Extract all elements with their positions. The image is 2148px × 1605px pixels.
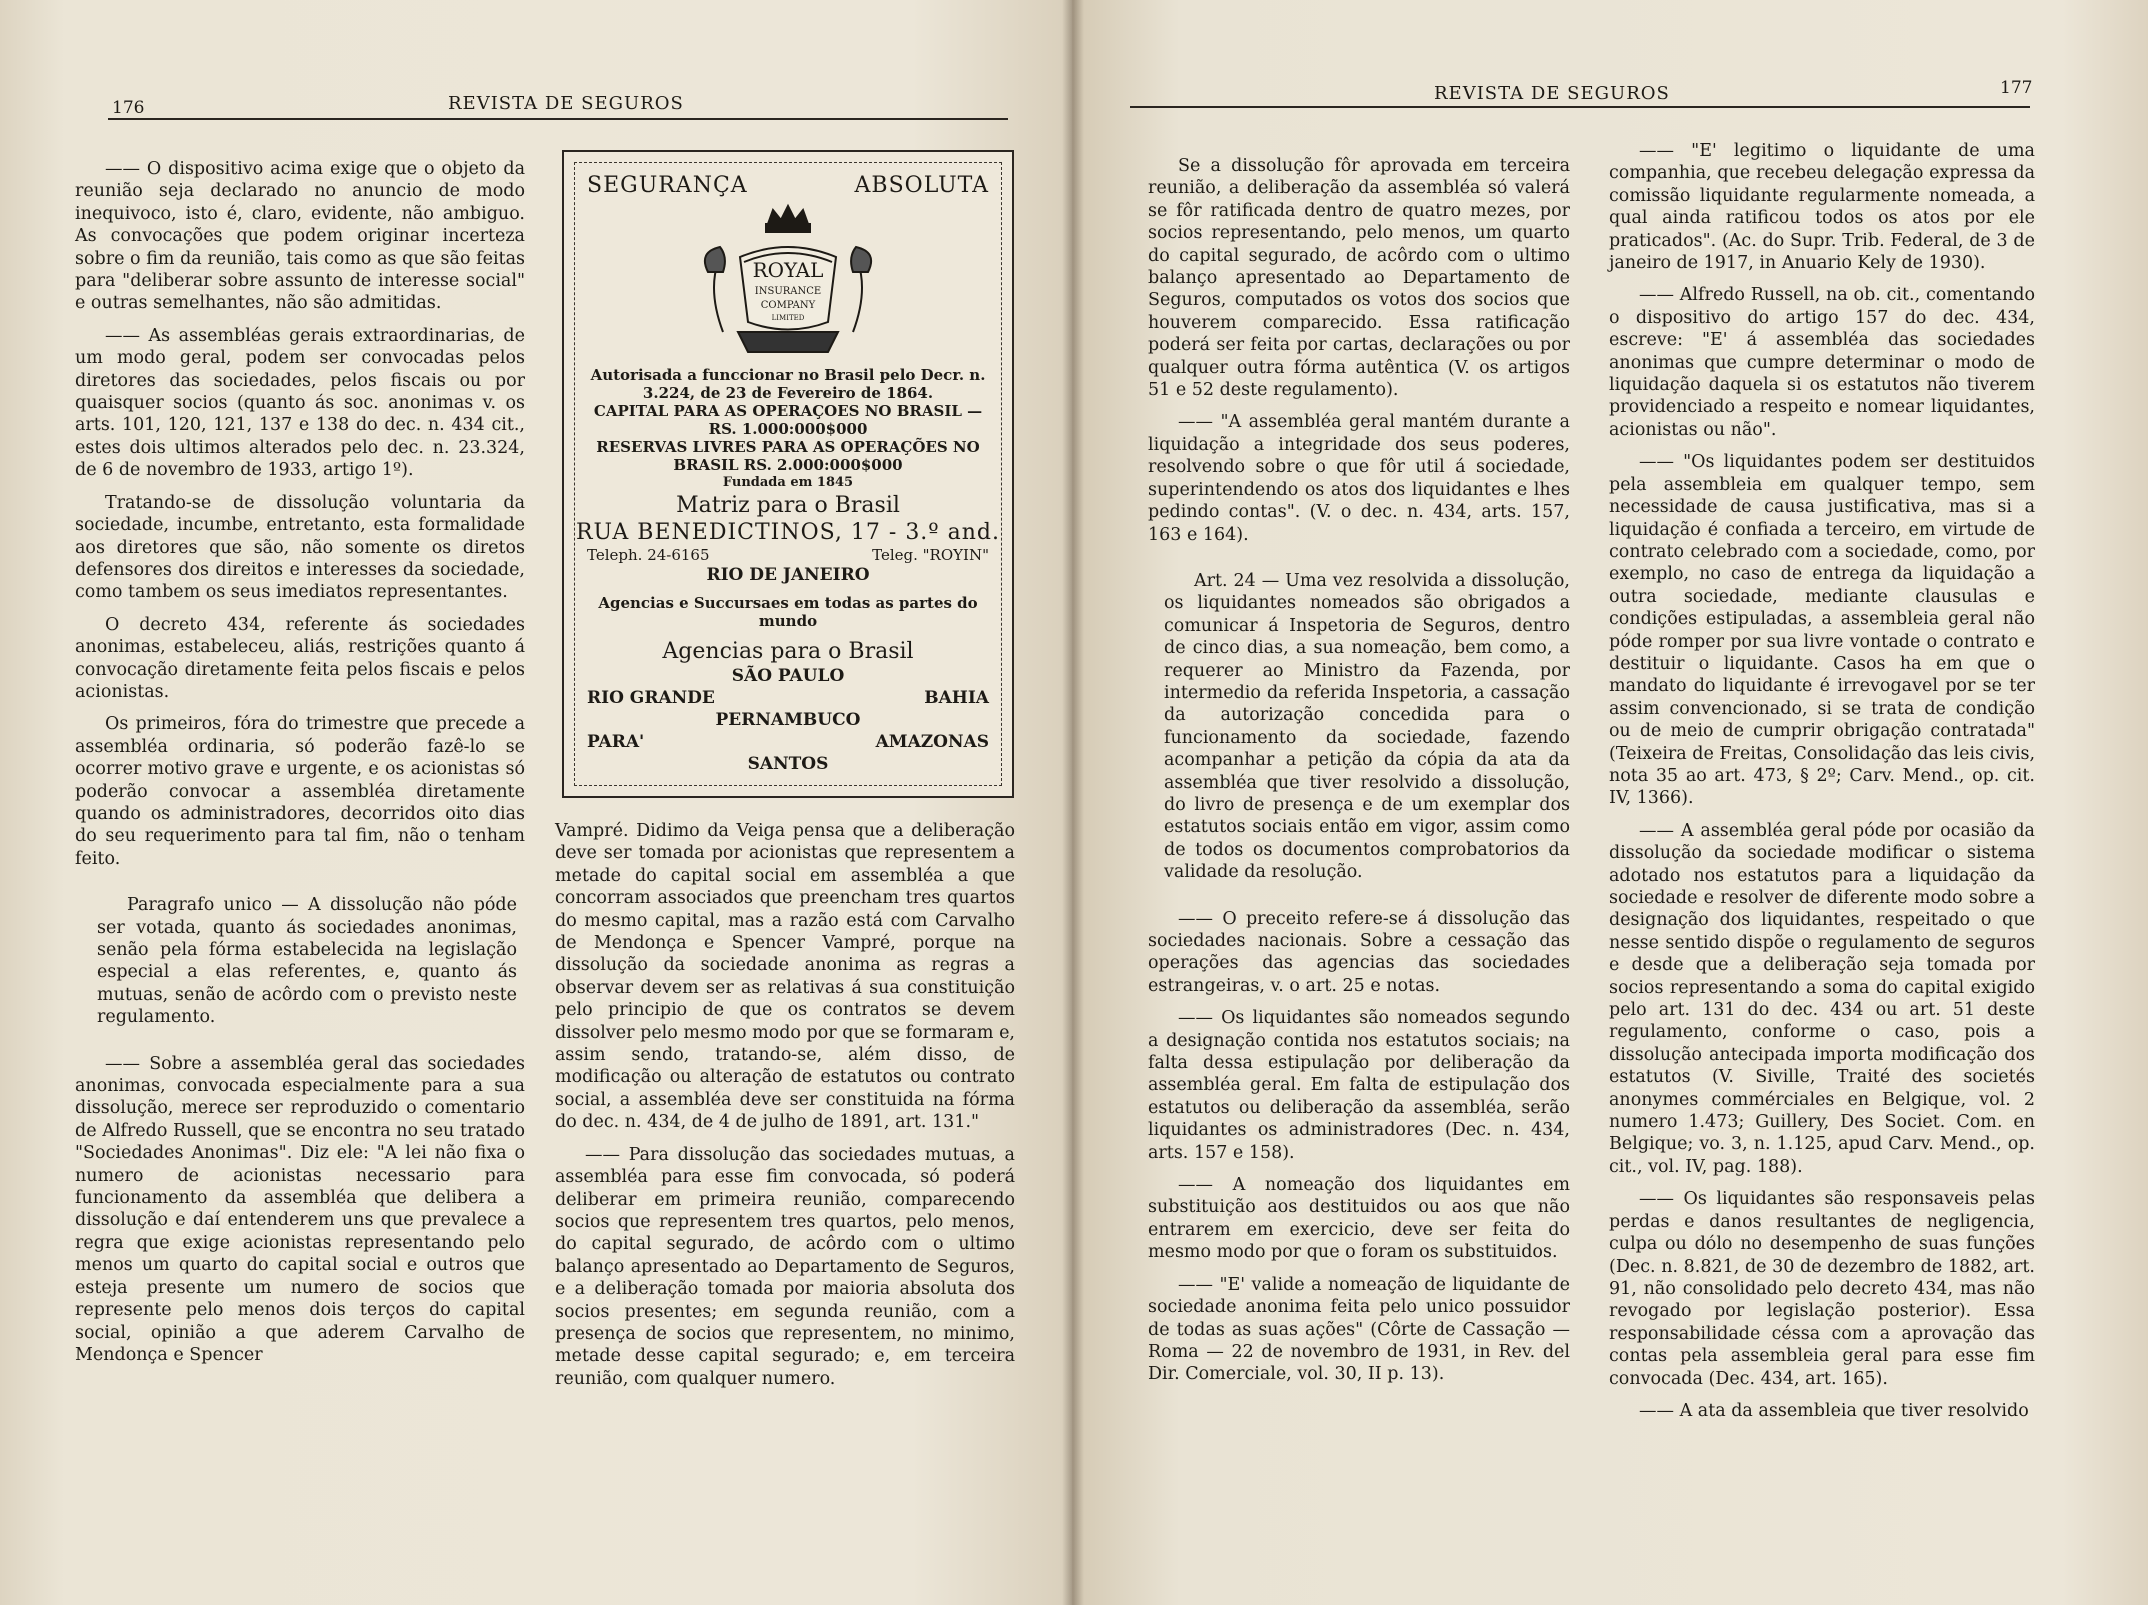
header-rule xyxy=(108,118,1008,120)
paragraph: —— Para dissolução das sociedades mutuas, a assembléa para esse fim convocada, só poderá deliberar em primeira reunião, comparecendo socios que representem tres quartos, pelo menos, do capital segurado, de acôrdo com o ultimo balanço apresentado ao Departamento de Seguros, e a deliberação tomada por maioria absoluta dos socios presentes; em segunda reunião, com a presença de socios que representem, no minimo, metade desse capital segurado; e, em terceira reunião, com qualquer numero. xyxy=(555,1144,1015,1389)
ad-amazonas: AMAZONAS xyxy=(875,732,989,752)
paragraph: —— "E' valide a nomeação de liquidante de sociedade anonima feita pelo unico possuidor de todas as suas ações" (Côrte de Cassação — Roma — 22 de novembro de 1931, in Rev. del Dir. Comerciale, vol. 30, II p. 13). xyxy=(1148,1274,1570,1385)
header-rule xyxy=(1130,106,2030,108)
ad-reserves: RESERVAS LIVRES PARA AS OPERAÇÕES NO BRASIL RS. 2.000:000$000 xyxy=(596,438,980,474)
ad-agencies-title: Agencias para o Brasil xyxy=(662,639,914,664)
left-page xyxy=(0,0,1072,1605)
paragraph: —— As assembléas gerais extraordinarias, de um modo geral, podem ser convocadas pelos diretores das sociedades, pelos fiscais ou por quaisquer socios (quanto ás soc. anonimas v. os arts. 101, 120, 121, 137 e 138 do dec. n. 434 cit., estes dois ultimos alterados pelo dec. n. 23.324, de 6 de novembro de 1933, artigo 1º). xyxy=(75,325,525,481)
paragraph: Se a dissolução fôr aprovada em terceira reunião, a deliberação da assembléa só valerá se fôr ratificada dentro de quatro mezes, por socios representando, pelo menos, um quarto do capital segurado, de acôrdo com o ultimo balanço apresentado ao Departamento de Seguros, computados os votos dos socios que houverem comparecido. Essa ratificação poderá ser feita por cartas, declarações ou por qualquer outra fórma autêntica (V. os artigos 51 e 52 deste regulamento). xyxy=(1148,156,1570,401)
ad-bahia: BAHIA xyxy=(924,688,989,708)
paragraph: —— Sobre a assembléa geral das sociedades anonimas, convocada especialmente para a sua dissolução, merece ser reproduzido o comentario de Alfredo Russell, que se encontra no seu tratado "Sociedades Anonimas". Diz ele: "A lei não fixa o numero de acionistas necessario para funcionamento da assembléa que delibera a dissolução e daí entenderem uns que prevalece a regra que exige acionistas representando pelo menos um quarto do capital social e outros que esteja presente um numero de socios que represente pelo menos dois terços do capital social, opinião a que aderem Carvalho de Mendonça e Spencer xyxy=(75,1053,525,1365)
ad-title-left: SEGURANÇA xyxy=(587,173,748,198)
running-header: REVISTA DE SEGUROS xyxy=(448,93,684,114)
ad-city: RIO DE JANEIRO xyxy=(706,565,870,585)
page-number: 176 xyxy=(112,98,145,118)
right-page xyxy=(1072,0,2148,1605)
ad-matriz: Matriz para o Brasil xyxy=(676,493,900,518)
page-number: 177 xyxy=(2000,78,2033,98)
ad-agencies-row xyxy=(575,687,1001,709)
ad-title xyxy=(575,173,1001,198)
article-24: Art. 24 — Uma vez resolvida a dissolução, os liquidantes nomeados são obrigados a comunicar á Inspetoria de Seguros, dentro de cinco dias, a sua nomeação, bem como, a requerer ao Ministro da Fazenda, por intermedio da referida Inspetoria, a cassação da autorização concedida para o funcionamento da sociedade, fazendo acompanhar a petição da cópia da ata da assembléa que tiver resolvido a dissolução, do livro de presença e de um exemplar dos estatutos sociais então em vigor, assim como de todos os documentos comprobatorios da validade da resolução. xyxy=(1164,570,1570,883)
right-column-1 xyxy=(1148,155,1570,1396)
ad-santos: SANTOS xyxy=(747,754,829,774)
ad-founded: Fundada em 1845 xyxy=(722,475,854,490)
paragraph: —— A assembléa geral póde por ocasião da dissolução da sociedade modificar o sistema adotado nos estatutos para a liquidação da sociedade e resolver de diferente modo sobre a designação dos liquidantes, respeitado o que nesse sentido dispõe o regulamento de seguros e desde que a deliberação seja tomada por socios representando a soma do capital exigido pelo art. 131 do dec. 434 ou art. 51 deste regulamento, conforme o caso, pois a dissolução antecipada importa modificação dos estatutos (V. Siville, Traité des societés anonymes commérciales en Belgique, vol. 2 numero 1.473; Guillery, Des Societ. Com. en Belgique; vo. 3, n. 1.125, apud Carv. Mend., op. cit., vol. IV, pag. 188). xyxy=(1609,820,2035,1177)
royal-crest-logo-icon xyxy=(678,202,898,362)
paragraph: —— Os liquidantes são nomeados segundo a designação contida nos estatutos sociais; na falta dessa estipulação por deliberação da assembléa geral. Em falta de estipulação dos estatutos ou deliberação da assembléa, serão liquidantes os administradores (Dec. n. 434, arts. 157 e 158). xyxy=(1148,1008,1570,1163)
paragraph: —— O preceito refere-se á dissolução das sociedades nacionais. Sobre a cessação das operações das agencias das sociedades estrangeiras, v. o art. 25 e notas. xyxy=(1148,908,1570,996)
right-column-2 xyxy=(1609,140,2035,1432)
left-column-1 xyxy=(75,158,525,1376)
ad-telegraph: Teleg. "ROYIN" xyxy=(872,546,989,564)
paragraph: —— O dispositivo acima exige que o objeto da reunião seja declarado no anuncio de modo inequivoco, isto é, claro, evidente, não ambiguo. As convocações que podem originar incerteza sobre o fim da reunião, tais como as que são feitas para "deliberar sobre assunto de interesse social" e outras semelhantes, não são admitidas. xyxy=(75,159,525,314)
royal-insurance-advertisement xyxy=(562,150,1014,798)
paragraph: Os primeiros, fóra do trimestre que precede a assembléa ordinaria, só poderão fazê-lo se ocorrer motivo grave e urgente, e os acionistas só poderão convocar a assembléa diretamente quando os administradores, decorridos oito dias do seu requerimento para tal fim, não o tenham feito. xyxy=(75,714,525,869)
paragraph: —— A nomeação dos liquidantes em substituição aos destituidos ou aos que não entrarem em exercicio, deve ser feita do mesmo modo por que o foram os substituidos. xyxy=(1148,1175,1570,1263)
ad-pernambuco: PERNAMBUCO xyxy=(715,710,861,730)
ad-authorization: Autorisada a funccionar no Brasil pelo Decr. n. 3.224, de 23 de Fevereiro de 1864. xyxy=(590,366,986,402)
book-gutter xyxy=(1062,0,1084,1605)
ad-border xyxy=(574,162,1002,786)
ad-agencies-note: Agencias e Succursaes em todas as partes do mundo xyxy=(598,594,978,630)
running-header: REVISTA DE SEGUROS xyxy=(1434,83,1670,104)
paragraph: —— Alfredo Russell, na ob. cit., comentando o dispositivo do artigo 157 do dec. 434, escreve: "E' á assembléa das sociedades anonimas que cumpre determinar o modo de liquidação daquela si os estatutos não tiverem providenciado a respeito e nomear liquidantes, acionistas ou não". xyxy=(1609,285,2035,440)
paragraph: —— Os liquidantes são responsaveis pelas perdas e danos resultantes de negligencia, culpa ou dólo no desempenho de suas funções (Dec. n. 8.821, de 30 de dezembro de 1882, art. 91, não consolidado pelo decreto 434, mas não revogado por legislação posterior). Essa responsabilidade céssa com a aprovação das contas pela assembleia geral para esse fim convocada (Dec. 434, art. 165). xyxy=(1609,1189,2035,1389)
ad-rio-grande: RIO GRANDE xyxy=(587,688,715,708)
ad-contacts xyxy=(575,546,1001,564)
paragraph: —— A ata da assembleia que tiver resolvido xyxy=(1639,1400,2029,1421)
paragraph: Vampré. Didimo da Veiga pensa que a deliberação deve ser tomada por acionistas que representem a metade do capital social em assembléa a que concorram associados que preencham tres quartos do mesmo capital, mas a razão está com Carvalho de Mendonça e Spencer Vampré, porque na dissolução da sociedade anonima as regras a observar devem ser as relativas á sua constituição pelo principio de que os contratos se devem dissolver pelo mesmo modo por que se formaram e, assim sendo, tratando-se, além disso, de modificação ou alteração de estatutos ou contrato social, a assembléa deve ser constituida na fórma do dec. n. 434, de 4 de julho de 1891, art. 131." xyxy=(555,821,1015,1133)
ad-sao-paulo: SÃO PAULO xyxy=(731,666,845,686)
logo-text-insurance: INSURANCE xyxy=(754,286,822,297)
logo-text-limited: LIMITED xyxy=(771,314,805,322)
ad-para: PARA' xyxy=(587,732,645,752)
paragrafo-unico: Paragrafo unico — A dissolução não póde ser votada, quanto ás sociedades anonimas, senão pela fórma estabelecida na legislação especial a elas referentes, e, quanto ás mutuas, senão de acôrdo com o previsto neste regulamento. xyxy=(97,895,517,1028)
ad-capital: CAPITAL PARA AS OPERAÇOES NO BRASIL — RS. 1.000:000$000 xyxy=(593,402,983,438)
ad-agencies-row-2 xyxy=(575,731,1001,753)
paragraph: —— "A assembléa geral mantém durante a liquidação a integridade dos seus poderes, resolvendo sobre o que fôr util á sociedade, superintendendo os atos dos liquidantes e lhes pedindo contas". (V. o dec. n. 434, arts. 157, 163 e 164). xyxy=(1148,412,1570,545)
ad-title-right: ABSOLUTA xyxy=(854,173,989,198)
ad-telephone: Teleph. 24-6165 xyxy=(587,546,710,564)
paragraph: O decreto 434, referente ás sociedades anonimas, estabeleceu, aliás, restrições quanto á convocação diretamente feita pelos fiscais e pelos acionistas. xyxy=(75,614,525,702)
ad-address: RUA BENEDICTINOS, 17 - 3.º and. xyxy=(575,520,1001,545)
logo-text-royal: ROYAL xyxy=(752,258,824,282)
left-column-2 xyxy=(555,820,1015,1400)
logo-text-company: COMPANY xyxy=(760,300,816,311)
paragraph: Tratando-se de dissolução voluntaria da sociedade, incumbe, entretanto, esta formalidade aos diretores que são, não somente os diretos defensores dos direitos e interesses da sociedade, como tambem os seus imediatos representantes. xyxy=(75,492,525,603)
paragraph: —— "E' legitimo o liquidante de uma companhia, que recebeu delegação expressa da comissão liquidante regularmente nomeada, a qual ainda ratificou todos os atos por ele praticados". (Ac. do Supr. Trib. Federal, de 3 de janeiro de 1917, in Anuario Kely de 1930). xyxy=(1609,141,2035,274)
paragraph: —— "Os liquidantes podem ser destituidos pela assembleia em qualquer tempo, sem necessidade de causa justificativa, mas si a liquidação é confiada a terceiro, em virtude de contrato celebrado com a sociedade, como, por exemplo, no caso de entrega da liquidação a outra sociedade, mediante clausulas e condições estipuladas, a assembleia geral não póde romper por sua livre vontade o contrato e destituir o liquidante. Casos ha em que o mandato do liquidante é irrevogavel por se ter assim convencionado, si se trata de condição ou de meio de cumprir obrigação contratada" (Teixeira de Freitas, Consolidação das leis civis, nota 35 ao art. 473, § 2º; Carv. Mend., op. cit. IV, 1366). xyxy=(1609,452,2036,809)
